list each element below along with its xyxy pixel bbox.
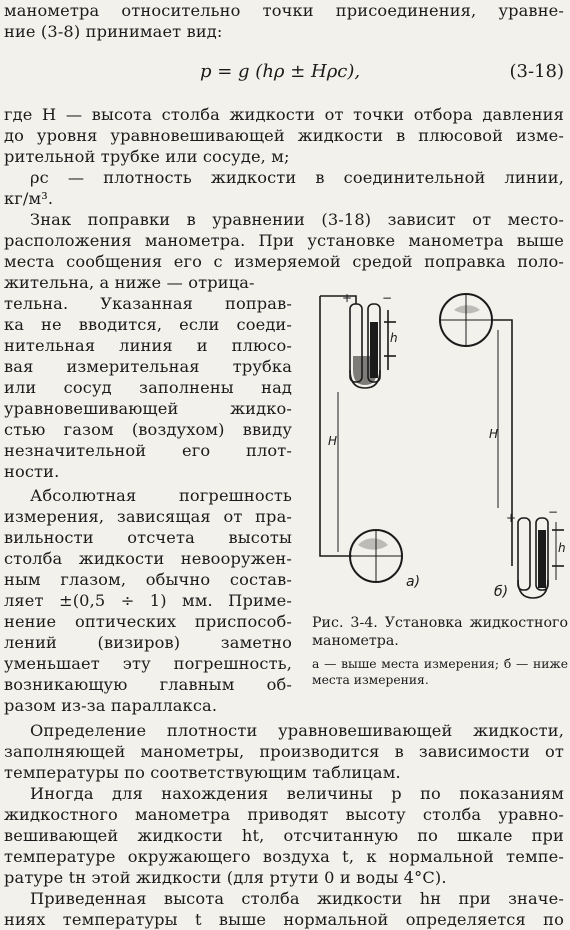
text-line: Абсолютная погрешность (30, 486, 292, 505)
text-line: ности. (4, 462, 60, 481)
manometer-figure (298, 290, 570, 610)
minus-sign-b: − (548, 505, 559, 519)
text-line: ным глазом, обычно состав- (4, 570, 292, 589)
text-line: нительная линия и плюсо- (4, 336, 292, 355)
text-line: вильности отсчета высоты (4, 528, 292, 547)
text-line: или сосуд заполнены над (4, 378, 292, 397)
text-line: вая измерительная трубка (4, 357, 292, 376)
text-line: возникающую главным об- (4, 675, 292, 694)
height-h-label-a: h (390, 331, 398, 345)
text-line: жидкостного манометра приводят высоту столба уравно- (4, 805, 564, 824)
text-line: уменьшает эту погрешность, (4, 654, 292, 673)
text-line: уравновешивающей жидко- (4, 399, 292, 418)
text-line: лений (визиров) заметно (4, 633, 292, 652)
text-line: Приведенная высота столба жидкости hн при значе- (30, 889, 564, 908)
text-line: жительна, а ниже — отрица- (4, 273, 255, 292)
text-line: ляет ±(0,5 ÷ 1) мм. Приме- (4, 591, 292, 610)
height-h-label-b: h (558, 541, 566, 555)
caption-note-a: а — выше места измерения; (312, 657, 500, 671)
height-H-label-a: H (328, 434, 338, 448)
connecting-line-a (320, 296, 352, 556)
figure-label-b: б) (494, 584, 509, 600)
text-line: температуре окружающего воздуха t, к нормальной темпе- (4, 847, 564, 866)
text-line: Знак поправки в уравнении (3-18) зависит от место- (30, 210, 564, 229)
text-line: температуры по соответствующим таблицам. (4, 763, 401, 782)
text-line: ка не вводится, если соеди- (4, 315, 292, 334)
figure-label-a: а) (406, 574, 421, 590)
formula-number: (3-18) (509, 61, 564, 82)
formula-expression: p = g (hρ ± Hρс), (200, 61, 361, 82)
plus-sign-b: + (506, 511, 517, 525)
plus-sign-a: + (342, 291, 353, 305)
text-line: стью газом (воздухом) ввиду (4, 420, 292, 439)
text-line: ниях температуры t выше нормальной определяется по (4, 910, 564, 929)
text-line: манометра относительно точки присоединения, уравне- (4, 1, 564, 20)
text-line: нение оптических приспособ- (4, 612, 292, 631)
text-line: ρс — плотность жидкости в соединительной линии, (30, 168, 564, 187)
u-tube-plus-leg-b (518, 518, 530, 590)
text-line: заполняющей манометры, производится в зависимости от (4, 742, 564, 761)
figure-caption: Рис. 3-4. Установка жидкостного манометра. (312, 615, 568, 649)
text-line: кг/м³. (4, 189, 54, 208)
text-line: столба жидкости невооружен- (4, 549, 292, 568)
text-line: места сообщения его с измеряемой средой поправка поло- (4, 252, 564, 271)
text-line: Иногда для нахождения величины p по показаниям (30, 784, 564, 803)
liquid-column-b (538, 530, 546, 588)
text-line: расположения манометра. При установке манометра выше (4, 231, 564, 250)
text-line: разом из-за параллакса. (4, 696, 218, 715)
height-H-label-b: H (489, 427, 499, 441)
text-line: незначительной его плот- (4, 441, 292, 460)
figure-caption-note (312, 656, 568, 688)
text-line: тельна. Указанная поправ- (4, 294, 292, 313)
formula-3-18 (0, 58, 570, 88)
text-line: вешивающей жидкости ht, отсчитанную по шкале при (4, 826, 564, 845)
text-line: ние (3-8) принимает вид: (4, 22, 223, 41)
text-line: где H — высота столба жидкости от точки отбора давления (4, 105, 564, 124)
text-line: до уровня уравновешивающей жидкости в плюсовой изме- (4, 126, 564, 145)
connecting-line-b (492, 320, 512, 566)
minus-sign-a: − (382, 291, 393, 305)
caption-note-b: б — ниже места измерения. (312, 657, 568, 687)
text-line: Определение плотности уравновешивающей жидкости, (30, 721, 564, 740)
text-line: ратуре tн этой жидкости (для ртути 0 и воды 4°C). (4, 868, 447, 887)
text-line: рительной трубке или сосуде, м; (4, 147, 290, 166)
text-line: измерения, зависящая от пра- (4, 507, 292, 526)
